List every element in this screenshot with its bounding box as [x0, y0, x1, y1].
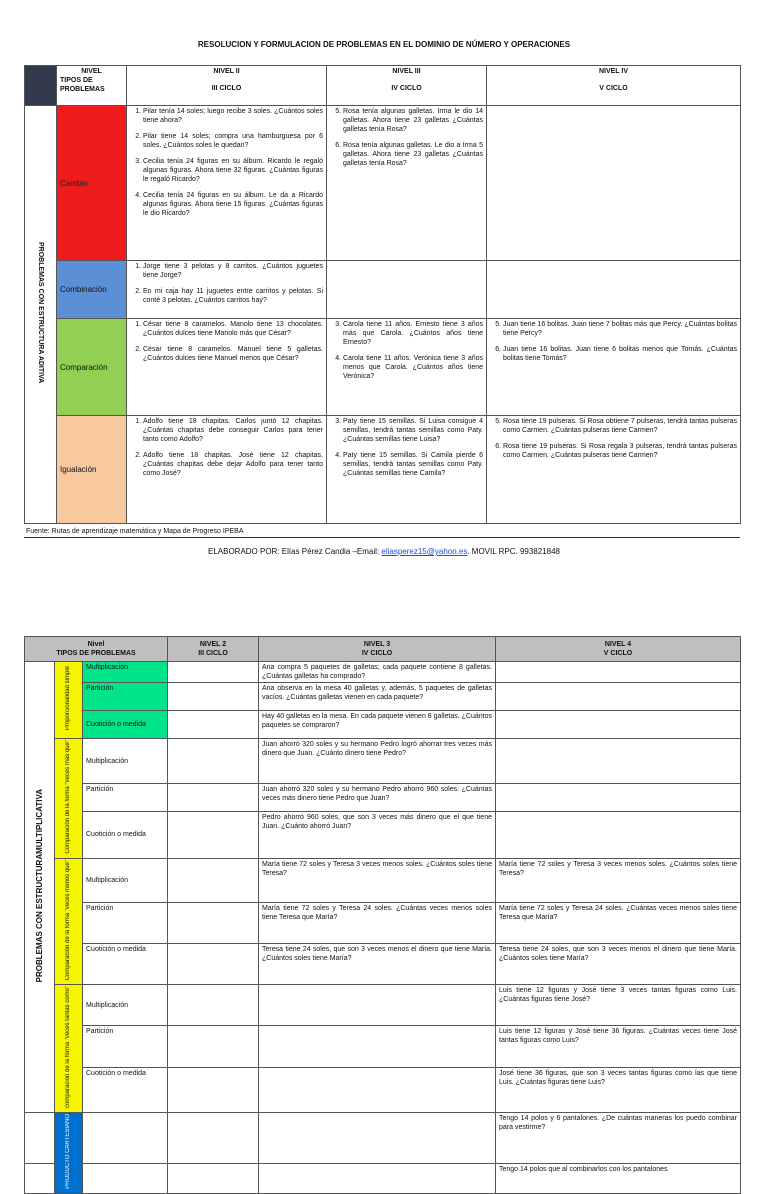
cell-r9-n3: Teresa tiene 24 soles, que son 3 veces menos el dinero que tiene María. ¿Cuántos soles tiene María? [259, 944, 496, 985]
group-veces-menos [55, 858, 83, 984]
list-item: 5. Rosa tiene 19 pulseras. Si Rosa obtiene 7 pulseras, tendrá tantas pulseras como Carmen. ¿Cuántas pulseras tiene Carmen? [503, 417, 737, 435]
cell-r8-n4: María tiene 72 soles y Teresa 24 soles. ¿Cuántas veces menos soles tiene Teresa que María? [496, 903, 741, 944]
cell-empty [259, 1163, 496, 1193]
row-comparacion [25, 319, 741, 416]
igualacion-nivel-iii [327, 416, 487, 524]
header-ciclo-iv: IV CICLO [391, 85, 422, 92]
table-row [25, 1112, 741, 1163]
t2-header-nivel-tipos [25, 637, 168, 662]
author-email-link[interactable]: eliasperez15@yahoo.es [381, 547, 468, 556]
table-row [25, 944, 741, 985]
group-producto-cartesiano-label: PRODUCTO CARTESIANO [65, 1113, 71, 1189]
cell-empty [168, 1067, 259, 1112]
table-row [25, 711, 741, 739]
type-cambio: Cambio [57, 106, 127, 261]
group-veces-mas [55, 739, 83, 859]
combinacion-nivel-iii [327, 261, 487, 319]
cell-empty [168, 711, 259, 739]
t2-header-nivel: Nivel [87, 641, 105, 648]
cell-empty [496, 784, 741, 812]
header-nivel-iii [327, 66, 487, 106]
cell-r7-n4: María tiene 72 soles y Teresa 3 veces menos soles. ¿Cuántos soles tiene Teresa? [496, 858, 741, 903]
author-suffix: . MOVIL RPC. 993821848 [467, 547, 560, 556]
cell-empty [168, 812, 259, 859]
cell-r1-n3: Ana compra 5 paquetes de galletas; cada paquete contiene 8 galletas. ¿Cuántas galletas ha comprado? [259, 662, 496, 683]
cell-empty [168, 683, 259, 711]
list-item: 6. Rosa tenía algunas galletas. Le dio a Irma 5 galletas. Ahora tiene 23 galletas ¿Cuántas galletas tenía Rosa? [343, 141, 483, 168]
t2-header-ciclo-iii: III CICLO [198, 650, 228, 657]
type-comparacion: Comparación [57, 319, 127, 416]
list-item: 4. Paty tiene 15 semillas. Si Camila pierde 6 semillas, tendrá tantas semillas como Paty. ¿Cuántas semillas tiene Camila? [343, 451, 483, 478]
list-item: 6. Rosa tiene 19 pulseras. Si Rosa regala 3 pulseras, tendrá tantas pulseras como Carmen. ¿Cuántas pulseras tiene Carmen? [503, 442, 737, 460]
type-combinacion: Combinación [57, 261, 127, 319]
side-label: PROBLEMAS CON ESTRUCTURA ADITIVA [37, 242, 44, 384]
type-cuoticion: Cuotición o medida [83, 711, 168, 739]
table-row [25, 1067, 741, 1112]
author-line [0, 547, 768, 556]
comparacion-nivel-iv [487, 319, 741, 416]
type-particion: Partición [83, 1026, 168, 1067]
document-title: RESOLUCION Y FORMULACION DE PROBLEMAS EN EL DOMINIO DE NÚMERO Y OPERACIONES [197, 40, 571, 49]
cell-empty [259, 984, 496, 1025]
type-multiplicacion: Multiplicación [83, 984, 168, 1025]
cell-empty [168, 1112, 259, 1163]
list-item: 2. Adolfo tiene 18 chapitas. José tiene 12 chapitas. ¿Cuántas chapitas debe dejar Adolfo para tener tanto como José? [143, 451, 323, 478]
table-row [25, 739, 741, 784]
header-tipos: TIPOS DE PROBLEMAS [60, 77, 105, 93]
group-veces-mas-label: Comparación de la forma "veces más que" [65, 740, 71, 854]
cell-empty [168, 1163, 259, 1193]
table-row [25, 1163, 741, 1193]
t2-side-label: PROBLEMAS CON ESTRUCTURAMULTIPLICATIVA [35, 788, 44, 983]
table-row [25, 984, 741, 1025]
header-nivel-iv-label: NIVEL IV [598, 68, 629, 75]
list-item: 4. Cecilia tenía 24 figuras en su álbum. Le da a Ricardo algunas figuras. Ahora tiene 15 figuras. ¿Cuántas figuras le dio Ricardo? [143, 191, 323, 218]
type-multiplicacion: Multiplicación [83, 739, 168, 784]
list-item: 3. Paty tiene 15 semillas. Si Luisa consigue 4 semillas, tendrá tantas semillas como Paty. ¿Cuántas semillas tiene Luisa? [343, 417, 483, 444]
cell-empty [168, 739, 259, 784]
cell-r3-n3: Hay 40 galletas en la mesa. En cada paquete vienen 8 galletas. ¿Cuántos paquetes se compraron? [259, 711, 496, 739]
row-igualacion [25, 416, 741, 524]
cambio-nivel-iv [487, 106, 741, 261]
cell-empty [83, 1112, 168, 1163]
type-igualacion: Igualación [57, 416, 127, 524]
cell-empty [83, 1163, 168, 1193]
cell-empty [168, 662, 259, 683]
cell-r13-n4: Tengo 14 polos y 6 pantalones. ¿De cuántas maneras los puedo combinar para vestirme? [496, 1112, 741, 1163]
source-footnote: Fuente: Rutas de aprendizaje matemática y Mapa de Progreso IPEBA [26, 528, 244, 535]
cell-empty [496, 711, 741, 739]
cell-empty [259, 1067, 496, 1112]
cell-empty [168, 903, 259, 944]
cell-empty [168, 984, 259, 1025]
t2-header-nivel-4-label: NIVEL 4 [604, 641, 632, 648]
igualacion-nivel-ii [127, 416, 327, 524]
type-multiplicacion: Multiplicación [83, 858, 168, 903]
cell-r6-n3: Pedro ahorró 960 soles, que son 3 veces más dinero que el que tiene Juan. ¿Cuánto ahorró Juan? [259, 812, 496, 859]
cell-empty [259, 1112, 496, 1163]
table2-header-row [25, 637, 741, 662]
cell-r2-n3: Ana observa en la mesa 40 galletas y, además, 5 paquetes de galletas vacíos. ¿Cuántas galletas vienen en cada paquete? [259, 683, 496, 711]
cell-empty [496, 739, 741, 784]
side-label-cell [25, 106, 57, 524]
type-particion: Partición [83, 784, 168, 812]
type-cuoticion: Cuotición o medida [83, 812, 168, 859]
t2-header-nivel-2-label: NIVEL 2 [199, 641, 227, 648]
list-item: 2. Pilar tiene 14 soles; compra una hamburguesa por 6 soles. ¿Cuántos soles le quedan? [143, 132, 323, 150]
list-item: 3. Carola tiene 11 años. Ernesto tiene 3 años más que Carola. ¿Cuántos años tiene Ernesto? [343, 320, 483, 347]
list-item: 5. Rosa tenía algunas galletas. Irma le dio 14 galletas. Ahora tiene 23 galletas ¿Cuántas galletas tenía Rosa? [343, 107, 483, 134]
multiplicative-problems-table [24, 636, 741, 1194]
list-item: 5. Juan tiene 16 bolitas. Juan tiene 7 bolitas más que Percy. ¿Cuántas bolitas tiene Percy? [503, 320, 737, 338]
cell-r7-n3: María tiene 72 soles y Teresa 3 veces menos soles. ¿Cuántos soles tiene Teresa? [259, 858, 496, 903]
cell-r11-n4: Luis tiene 12 figuras y José tiene 36 figuras. ¿Cuántas veces tiene José tantas figuras como Luis? [496, 1026, 741, 1067]
cell-empty [496, 683, 741, 711]
cell-r12-n4: José tiene 36 figuras, que son 3 veces tantas figuras como las que tiene Luis. ¿Cuántas figuras tiene Luis? [496, 1067, 741, 1112]
type-particion: Partición [83, 683, 168, 711]
table-row [25, 683, 741, 711]
cell-empty [168, 858, 259, 903]
igualacion-nivel-iv [487, 416, 741, 524]
t2-side-label-cell [25, 662, 55, 1113]
header-nivel-iv [487, 66, 741, 106]
table-row [25, 1026, 741, 1067]
list-item: 2. En mi caja hay 11 juguetes entre carritos y pelotas. Si conté 3 pelotas. ¿Cuántos carritos hay? [143, 287, 323, 305]
list-item: 4. Carola tiene 11 años. Verónica tiene 3 años menos que Carola. ¿Cuántos años tiene Verónica? [343, 354, 483, 381]
cell-empty [496, 812, 741, 859]
table-row [25, 858, 741, 903]
header-nivel-tipos [57, 66, 127, 106]
comparacion-nivel-iii [327, 319, 487, 416]
type-multiplicacion: Multiplicación [83, 662, 168, 683]
author-prefix: ELABORADO POR: Elías Pérez Candia –Email: [207, 547, 382, 556]
cell-r9-n4: Teresa tiene 24 soles, que son 3 veces menos el dinero que tiene María. ¿Cuántos soles tiene María? [496, 944, 741, 985]
t2-header-ciclo-iv: IV CICLO [361, 650, 393, 657]
combinacion-nivel-ii [127, 261, 327, 319]
t2-header-ciclo-v: V CICLO [603, 650, 633, 657]
row-cambio [25, 106, 741, 261]
table-row [25, 784, 741, 812]
cell-r8-n3: María tiene 72 soles y Teresa 24 soles. ¿Cuántas veces menos soles tiene Teresa que María? [259, 903, 496, 944]
cell-empty [168, 1026, 259, 1067]
t2-header-nivel-4 [496, 637, 741, 662]
cambio-nivel-ii [127, 106, 327, 261]
header-nivel-iii-label: NIVEL III [392, 68, 421, 75]
table-row [25, 812, 741, 859]
type-cuoticion: Cuotición o medida [83, 1067, 168, 1112]
list-item: 3. Cecilia tenía 24 figuras en su álbum. Ricardo le regaló algunas figuras. Ahora tiene 32 figuras. ¿Cuántas figuras le regaló Ricardo? [143, 157, 323, 184]
cell-empty [168, 944, 259, 985]
group-veces-menos-label: Comparación de la forma "veces menos que" [65, 859, 71, 980]
cell-r14-n4: Tengo 14 polos que al combinarlos con los pantalones [496, 1163, 741, 1193]
header-ciclo-iii: III CICLO [211, 85, 242, 92]
group-proporcionalidad-label: Proporcionalidad simple [65, 666, 71, 731]
table-row [25, 662, 741, 683]
table-header-row [25, 66, 741, 106]
list-item: 1. César tiene 8 caramelos. Manolo tiene 13 chocolates. ¿Cuántos dulces tiene Manolo más que César? [143, 320, 323, 338]
additive-problems-table [24, 65, 741, 524]
cell-empty [25, 1163, 55, 1193]
list-item: 1. Adolfo tiene 18 chapitas. Carlos juntó 12 chapitas. ¿Cuántas chapitas debe conseguir Carlos para tener tanto como Adolfo? [143, 417, 323, 444]
cell-empty [496, 662, 741, 683]
header-corner [25, 66, 57, 106]
group-producto-cartesiano [55, 1112, 83, 1193]
list-item: 2. César tiene 8 caramelos. Manuel tiene 5 galletas. ¿Cuántos dulces tiene Manuel menos que César? [143, 345, 323, 363]
t2-header-nivel-3 [259, 637, 496, 662]
cell-empty [168, 784, 259, 812]
divider [24, 537, 740, 538]
cell-empty [25, 1112, 55, 1163]
header-ciclo-v: V CICLO [599, 85, 628, 92]
header-nivel: NIVEL [81, 68, 102, 75]
cell-r4-n3: Juan ahorró 320 soles y su hermano Pedro logró ahorrar tres veces más dinero que Juan. ¿Cuánto dinero tiene Pedro? [259, 739, 496, 784]
t2-header-nivel-2 [168, 637, 259, 662]
list-item: 6. Juan tiene 16 bolitas. Juan tiene 6 bolitas menos que Tomás. ¿Cuántas bolitas tiene Tomás? [503, 345, 737, 363]
cell-r5-n3: Juan ahorró 320 soles y su hermano Pedro ahorró 960 soles. ¿Cuántas veces más dinero tiene Pedro que Juan? [259, 784, 496, 812]
header-nivel-ii [127, 66, 327, 106]
t2-header-nivel-3-label: NIVEL 3 [363, 641, 391, 648]
list-item: 1. Jorge tiene 3 pelotas y 8 carritos. ¿Cuántos juguetes tiene Jorge? [143, 262, 323, 280]
t2-header-tipos: TIPOS DE PROBLEMAS [56, 650, 136, 657]
cambio-nivel-iii [327, 106, 487, 261]
cell-empty [259, 1026, 496, 1067]
group-proporcionalidad [55, 662, 83, 739]
header-nivel-ii-label: NIVEL II [213, 68, 240, 75]
cell-r10-n4: Luis tiene 12 figuras y José tiene 3 veces tantas figuras como Luis. ¿Cuántas figuras tiene José? [496, 984, 741, 1025]
combinacion-nivel-iv [487, 261, 741, 319]
group-veces-tantas-label: comparación de la forma "veces tantas como" [65, 985, 71, 1108]
comparacion-nivel-ii [127, 319, 327, 416]
row-combinacion [25, 261, 741, 319]
type-particion: Partición [83, 903, 168, 944]
table-row [25, 903, 741, 944]
group-veces-tantas [55, 984, 83, 1112]
list-item: 1. Pilar tenía 14 soles; luego recibe 3 soles. ¿Cuántos soles tiene ahora? [143, 107, 323, 125]
type-cuoticion: Cuotición o medida [83, 944, 168, 985]
